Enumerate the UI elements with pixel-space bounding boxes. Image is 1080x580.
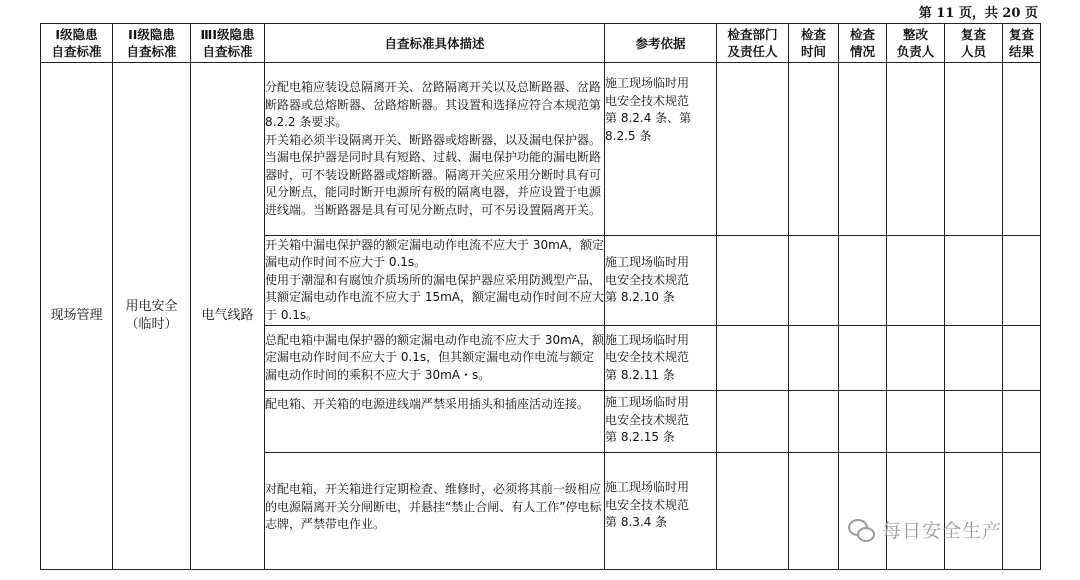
reference-cell: 施工现场临时用 电安全技术规范 第 8.2.15 条 <box>605 391 717 453</box>
header-rectifier: 整改 负责人 <box>887 24 945 63</box>
checklist-table <box>40 23 1041 570</box>
description-cell: 开关箱中漏电保护器的额定漏电动作电流不应大于 30mA，额定漏电动作时间不应大于 0.1s。 使用于潮湿和有腐蚀介质场所的漏电保护器应采用防溅型产品，其额定漏电动作电流不应大于 15mA，额定漏电动作时间不应大于 0.1s。 <box>265 236 605 326</box>
review-result-cell[interactable] <box>1003 391 1041 453</box>
review-result-cell[interactable] <box>1003 326 1041 391</box>
header-reference: 参考依据 <box>605 24 717 63</box>
rectifier-cell[interactable] <box>887 63 945 236</box>
status-cell[interactable] <box>839 326 887 391</box>
header-row <box>41 24 1041 63</box>
dept-cell[interactable] <box>717 326 789 391</box>
header-review-result: 复查 结果 <box>1003 24 1041 63</box>
status-cell[interactable] <box>839 236 887 326</box>
time-cell[interactable] <box>789 63 839 236</box>
time-cell[interactable] <box>789 326 839 391</box>
level2-cell: 用电安全 （临时） <box>113 63 191 570</box>
status-cell[interactable] <box>839 453 887 570</box>
time-cell[interactable] <box>789 391 839 453</box>
reference-cell: 施工现场临时用 电安全技术规范 第 8.2.4 条、第 8.2.5 条 <box>605 63 717 236</box>
dept-cell[interactable] <box>717 236 789 326</box>
rectifier-cell[interactable] <box>887 236 945 326</box>
reviewer-cell[interactable] <box>945 453 1003 570</box>
description-cell: 分配电箱应装设总隔离开关、岔路隔离开关以及总断路器、岔路断路器或总熔断器、岔路熔断器。其设置和选择应符合本规范第 8.2.2 条要求。 开关箱必须半设隔离开关、断路器或熔断器，以及漏电保护器。当漏电保护器是同时具有短路、过载、漏电保护功能的漏电断路器时，可不装设断路器或熔断器。隔离开关应采用分断时具有可见分断点，能同时断开电源所有极的隔离电器，并应设置于电源进线端。当断路器是具有可见分断点时，可不另设置隔离开关。 <box>265 63 605 236</box>
time-cell[interactable] <box>789 236 839 326</box>
level1-cell: 现场管理 <box>41 63 113 570</box>
reference-cell: 施工现场临时用 电安全技术规范 第 8.3.4 条 <box>605 453 717 570</box>
header-level2: ⅠⅠ级隐患 自查标准 <box>113 24 191 63</box>
reviewer-cell[interactable] <box>945 391 1003 453</box>
reference-cell: 施工现场临时用 电安全技术规范 第 8.2.10 条 <box>605 236 717 326</box>
status-cell[interactable] <box>839 391 887 453</box>
table-row <box>41 63 1041 236</box>
watermark-text: 每日安全生产 <box>882 520 1003 542</box>
time-cell[interactable] <box>789 453 839 570</box>
rectifier-cell[interactable] <box>887 326 945 391</box>
header-time: 检查 时间 <box>789 24 839 63</box>
watermark <box>848 516 1002 543</box>
dept-cell[interactable] <box>717 391 789 453</box>
dept-cell[interactable] <box>717 63 789 236</box>
header-dept: 检查部门 及责任人 <box>717 24 789 63</box>
description-cell: 配电箱、开关箱的电源进线端严禁采用插头和插座活动连接。 <box>265 391 605 453</box>
description-cell: 总配电箱中漏电保护器的额定漏电动作电流不应大于 30mA，额定漏电动作时间不应大于 0.1s，但其额定漏电动作电流与额定漏电动作时间的乘积不应大于 30mA・s。 <box>265 326 605 391</box>
page-number: 第 11 页，共 20 页 <box>918 6 1038 21</box>
reviewer-cell[interactable] <box>945 236 1003 326</box>
dept-cell[interactable] <box>717 453 789 570</box>
rectifier-cell[interactable] <box>887 453 945 570</box>
wechat-icon <box>848 519 874 541</box>
reviewer-cell[interactable] <box>945 63 1003 236</box>
header-level3: ⅢⅠ级隐患 自查标准 <box>191 24 265 63</box>
header-description: 自查标准具体描述 <box>265 24 605 63</box>
level3-cell: 电气线路 <box>191 63 265 570</box>
header-status: 检查 情况 <box>839 24 887 63</box>
review-result-cell[interactable] <box>1003 453 1041 570</box>
header-reviewer: 复查 人员 <box>945 24 1003 63</box>
rectifier-cell[interactable] <box>887 391 945 453</box>
reviewer-cell[interactable] <box>945 326 1003 391</box>
review-result-cell[interactable] <box>1003 63 1041 236</box>
review-result-cell[interactable] <box>1003 236 1041 326</box>
reference-cell: 施工现场临时用 电安全技术规范 第 8.2.11 条 <box>605 326 717 391</box>
description-cell: 对配电箱，开关箱进行定期检查、维修时，必须将其前一级相应的电源隔离开关分闸断电，并悬挂“禁止合闸、有人工作”停电标志牌，严禁带电作业。 <box>265 453 605 570</box>
header-level1: Ⅰ级隐患 自查标准 <box>41 24 113 63</box>
status-cell[interactable] <box>839 63 887 236</box>
